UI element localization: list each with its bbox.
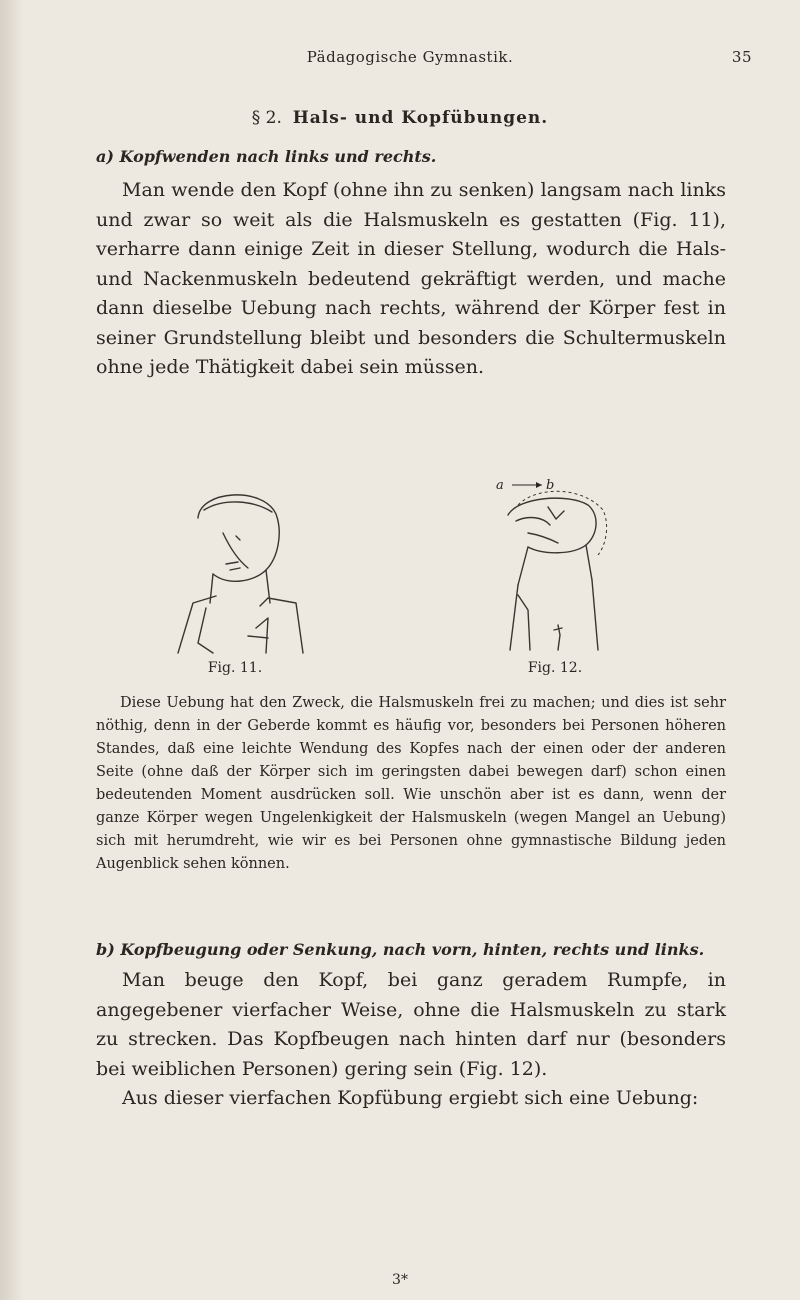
subsection-b-heading: b) Kopfbeugung oder Senkung, nach vorn, hinten, rechts und links. [96,940,705,959]
signature-mark: 3* [392,1272,408,1288]
figure-11-caption: Fig. 11. [207,660,263,676]
neck-left [210,574,213,603]
paragraph-a-text: Man wende den Kopf (ohne ihn zu senken) langsam nach links und zwar so weit als die Halsmuskeln es gestatten (Fig. 11), verharre dann einige Zeit in dieser Stellung, wodurch die Hals- und Nackenmuskeln bedeutend gekräftigt werden, und mache dann dieselbe Uebung nach rechts, während der Körper fest in seiner Grundstellung bleibt und besonders die Schultermuskeln ohne jede Thätigkeit dabei sein müssen. [96,179,726,378]
figure-11 [168,478,308,658]
left-shoulder [178,596,216,653]
arrow-label-a: a [496,478,504,493]
section-number: § 2. [251,108,282,128]
note-paragraph-text: Diese Uebung hat den Zweck, die Halsmuskeln frei zu machen; und dies ist sehr nöthig, denn in der Geberde kommt es häufig vor, besonders bei Personen höheren Standes, daß eine leichte Wendung des Kopfes nach der einen oder der anderen Seite (ohne daß der Körper sich im geringsten dabei bewegen darf) schon einen bedeutenden Moment ausdrücken soll. Wie unschön aber ist es dann, wenn der ganze Körper wegen Ungelenkigkeit der Halsmuskeln (wegen Mangel an Uebung) sich mit herumdreht, wie wir es bei Personen ohne gymnastische Bildung jeden Augenblick sehen können. [96,695,726,872]
running-header [50,48,770,76]
body-front [510,585,518,650]
collar-details [518,595,562,650]
eye-mark-12 [548,507,564,519]
paragraph-b [96,966,726,1114]
collar-right [248,618,268,653]
neck-back [586,545,592,580]
neck-front [518,547,528,585]
figure-11-drawing [168,478,308,658]
eye-mark [236,536,240,540]
collar-left [198,608,213,653]
page-number: 35 [731,48,752,66]
subsection-a-heading: a) Kopfwenden nach links und rechts. [96,147,437,166]
paragraph-c-text: Aus dieser vierfachen Kopfübung ergiebt sich eine Uebung: [122,1087,699,1109]
running-title: Pädagogische Gymnastik. [306,48,514,66]
arrow-label-b: b [546,478,555,493]
face-features [516,518,558,543]
paragraph-a [96,176,726,383]
note-paragraph [96,692,726,876]
hair-line [204,502,272,512]
section-title: Hals- und Kopfübungen. [292,108,549,128]
figure-12-drawing [488,475,628,655]
figure-12 [488,475,628,655]
mouth-mark [226,562,240,570]
figure-12-caption: Fig. 12. [527,660,583,676]
page-gutter-shadow [0,0,24,1300]
paragraph-b-text: Man beuge den Kopf, bei ganz geradem Rumpfe, in angegebener vierfacher Weise, ohne die Halsmuskeln zu stark zu strecken. Das Kopfbeugen nach hinten darf nur (besonders bei weiblichen Personen) gering sein (Fig. 12). [96,969,726,1080]
section-heading [0,108,800,128]
arrow-head-icon [536,482,542,488]
body-back [592,580,598,650]
tilted-head-outline [508,498,596,553]
